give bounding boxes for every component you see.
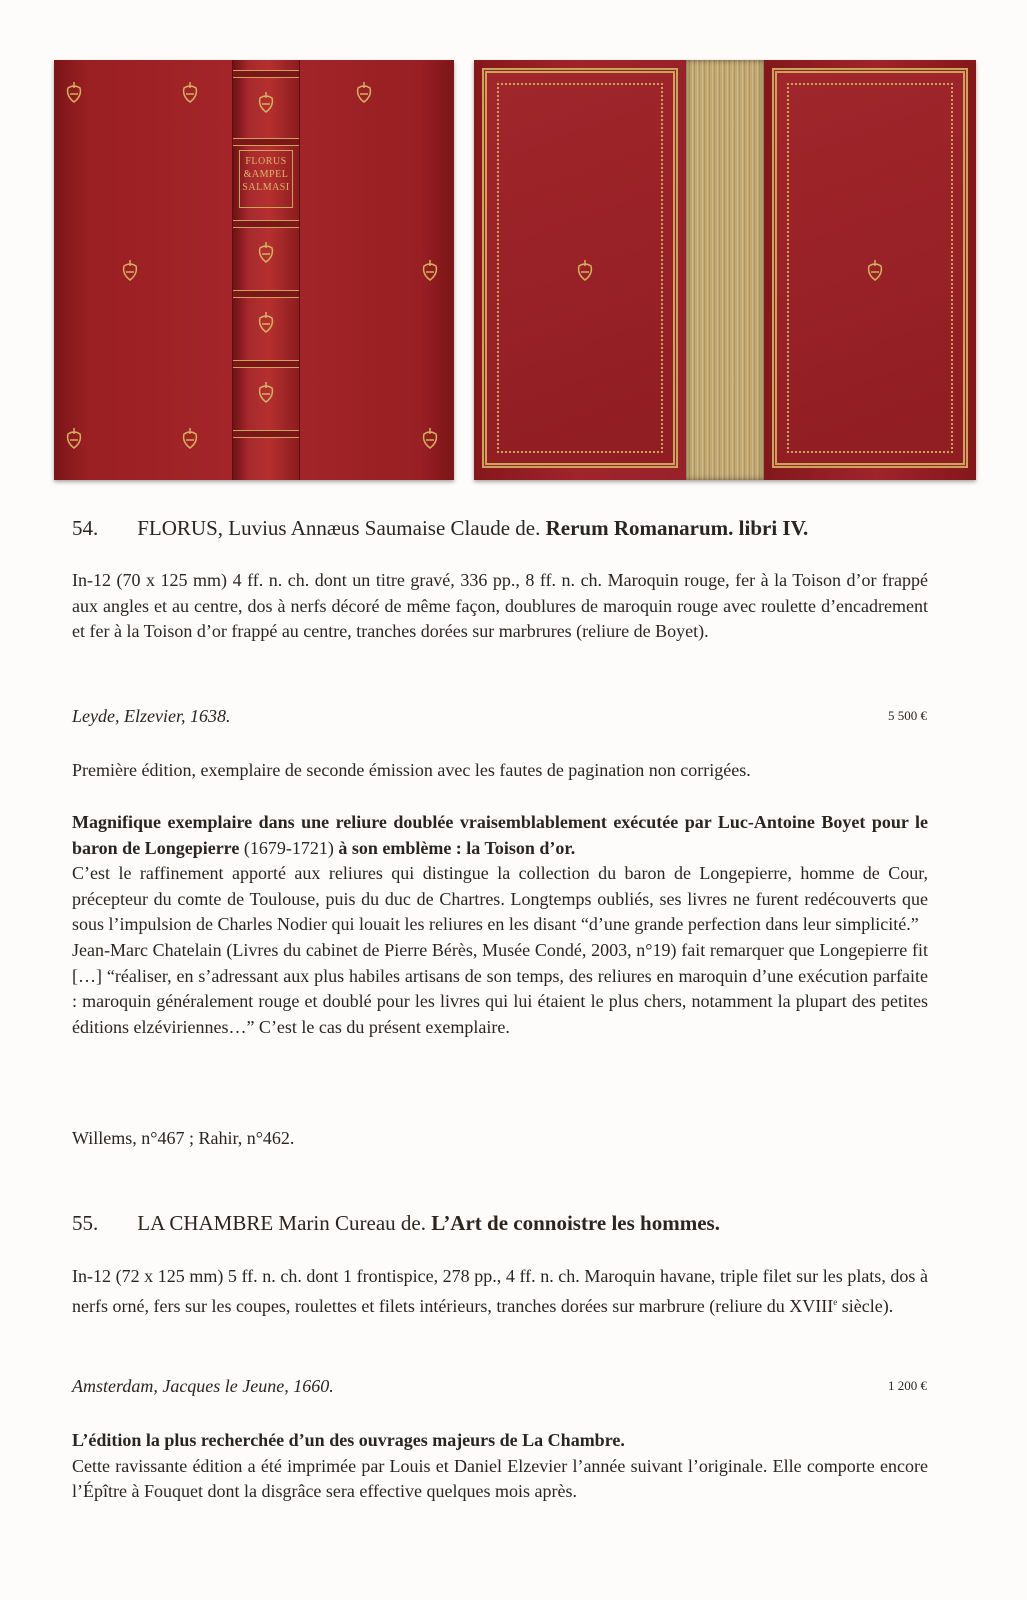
golden-fleece-icon — [420, 426, 440, 452]
golden-fleece-icon — [64, 426, 84, 452]
binding-photos — [54, 60, 976, 480]
lot-54-place: Leyde, Elzevier, 1638. — [72, 706, 231, 726]
lot-54-highlight: Magnifique exemplaire dans une reliure doublée vraisemblablement exécutée par Luc-Antoine Boyet pour le baron de Longepierre (1679-1721) à son emblème : la Toison d’or. — [72, 812, 928, 858]
golden-fleece-icon — [64, 80, 84, 106]
closed-book-photo — [54, 60, 454, 480]
lot-title: L’Art de connoistre les hommes. — [431, 1211, 720, 1235]
golden-fleece-icon — [256, 90, 276, 116]
lot-55-heading — [72, 1210, 720, 1236]
golden-fleece-icon — [256, 310, 276, 336]
left-doublure — [482, 68, 678, 468]
golden-fleece-icon — [865, 258, 885, 284]
lot-54-description: In-12 (70 x 125 mm) 4 ff. n. ch. dont un titre gravé, 336 pp., 8 ff. n. ch. Maroquin rouge, fer à la Toison d’or frappé aux angles et au centre, dos à nerfs décoré de même façon, doublures de maroquin rouge avec roulette d’encadrement et fer à la Toison d’or frappé au centre, tranches dorées sur marbrures (reliure de Boyet). — [72, 570, 928, 642]
lot-54-body-2: Jean-Marc Chatelain (Livres du cabinet de Pierre Bérès, Musée Condé, 2003, n°19) fait remarquer que Longepierre fit […] “réaliser, en s’adressant aux plus habiles artisans de son temps, des reliures en maroquin d’une exécution parfaite : maroquin généralement rouge et doublé pour les livres qui lui étaient le plus chers, notamment la plupart des petites éditions elzéviriennes…” C’est le cas du présent exemplaire. — [72, 939, 928, 1037]
lot-54-price: 5 500 € — [888, 708, 927, 723]
lot-55-highlight: L’édition la plus recherchée d’un des ouvrages majeurs de La Chambre. — [72, 1430, 625, 1450]
lot-55-commentary — [72, 1428, 928, 1505]
book-spine — [232, 60, 300, 480]
golden-fleece-icon — [256, 380, 276, 406]
open-book-photo — [474, 60, 976, 480]
lot-number: 54. — [72, 516, 99, 540]
right-doublure — [772, 68, 968, 468]
golden-fleece-icon — [354, 80, 374, 106]
lot-title: Rerum Romanarum. libri IV. — [545, 516, 809, 540]
lot-54-body-1: C’est le raffinement apporté aux reliures qui distingue la collection du baron de Longepierre, homme de Cour, précepteur du comte de Toulouse, puis du duc de Chartres. Longtemps oubliés, ses livres ne furent redécouverts que sous l’impulsion de Charles Nodier qui louait les reliures en les disant “d’une grande perfection dans leur simplicité.” — [72, 863, 928, 935]
lot-number: 55. — [72, 1211, 99, 1235]
golden-fleece-icon — [420, 258, 440, 284]
golden-fleece-icon — [180, 80, 200, 106]
golden-fleece-icon — [256, 240, 276, 266]
lot-54-heading — [72, 515, 808, 541]
lot-55-body: Cette ravissante édition a été imprimée par Louis et Daniel Elzevier l’année suivant l’originale. Elle comporte encore l’Épître à Fouquet dont la disgrâce sera effective quelques mois après. — [72, 1455, 928, 1502]
golden-fleece-icon — [180, 426, 200, 452]
lot-54-references: Willems, n°467 ; Rahir, n°462. — [72, 1128, 295, 1148]
spine-title-label: FLORUS &AMPEL SALMASI — [239, 150, 293, 208]
lot-55-description: In-12 (72 x 125 mm) 5 ff. n. ch. dont 1 frontispice, 278 pp., 4 ff. n. ch. Maroquin havane, triple filet sur les plats, dos à nerfs orné, fers sur les coupes, roulettes et filets intérieurs, tranches dorées sur marbrure (reliure du XVIIIe siècle). — [72, 1266, 928, 1316]
lot-54-commentary — [72, 810, 928, 1040]
gilt-edges — [686, 60, 764, 480]
lot-author: FLORUS, Luvius Annæus Saumaise Claude de. — [137, 516, 541, 540]
lot-54-note: Première édition, exemplaire de seconde émission avec les fautes de pagination non corrigées. — [72, 760, 751, 780]
lot-55-place: Amsterdam, Jacques le Jeune, 1660. — [72, 1376, 334, 1396]
lot-55-price: 1 200 € — [888, 1378, 927, 1393]
lot-author: LA CHAMBRE Marin Cureau de. — [137, 1211, 426, 1235]
golden-fleece-icon — [120, 258, 140, 284]
golden-fleece-icon — [575, 258, 595, 284]
